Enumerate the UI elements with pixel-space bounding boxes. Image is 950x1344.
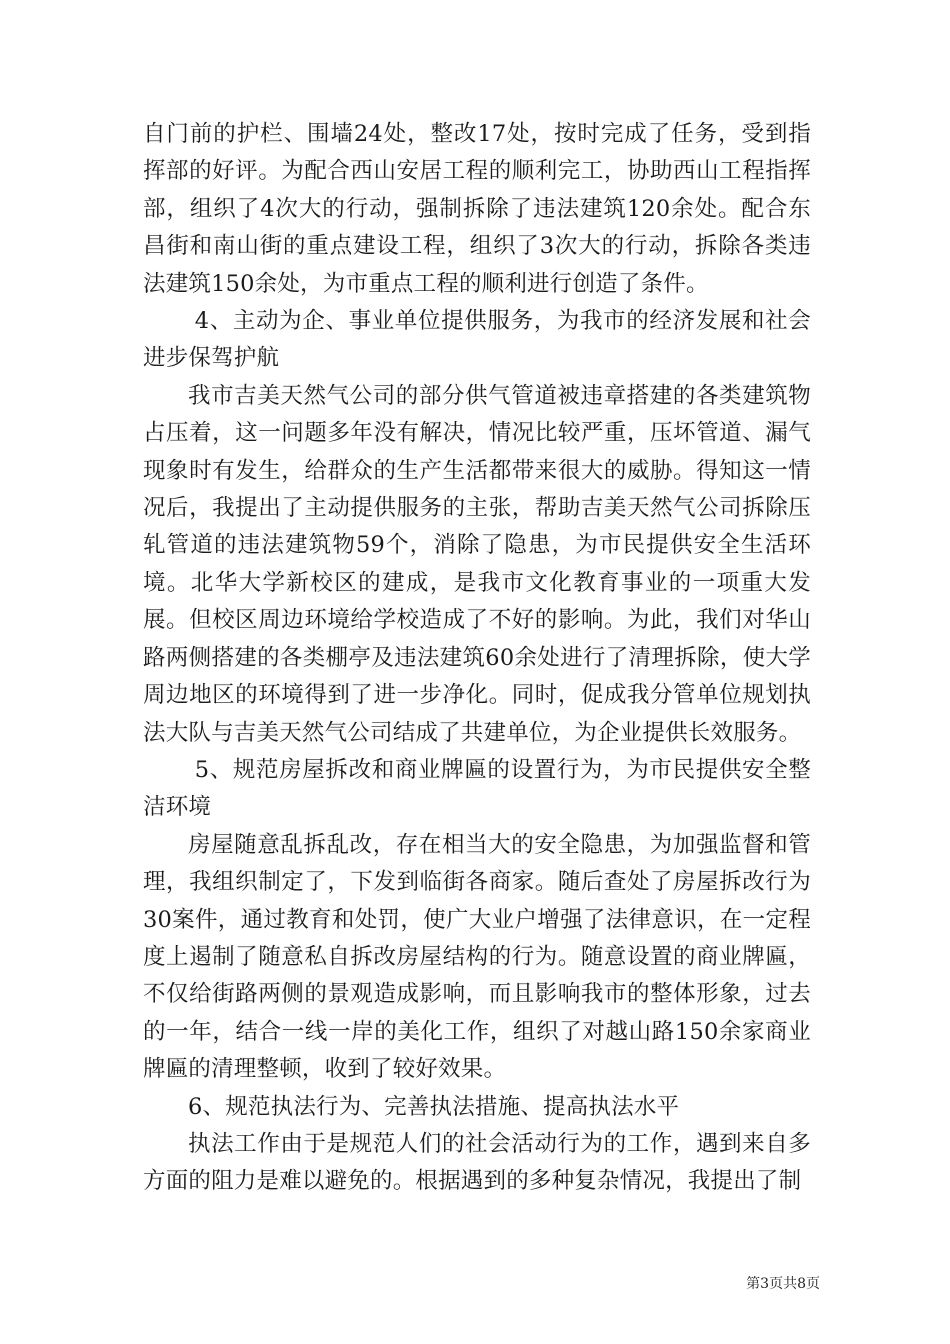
document-body	[143, 116, 811, 1201]
section-heading-5: 5、规范房屋拆改和商业牌匾的设置行为，为市民提供安全整洁环境	[143, 756, 811, 821]
section-heading-4: 4、主动为企、事业单位提供服务，为我市的经济发展和社会进步保驾护航	[143, 308, 811, 372]
section-heading-6: 6、规范执法行为、完善执法措施、提高执法水平	[188, 1093, 680, 1120]
page-number: 第3页共8页	[746, 1276, 820, 1292]
paragraph-continuation: 自门前的护栏、围墙24处，整改17处，按时完成了任务，受到指挥部的好评。为配合西山安居工程的顺利完工，协助西山工程指挥部，组织了4次大的行动，强制拆除了违法建筑120余处。配合东昌街和南山街的重点建设工程，组织了3次大的行动，拆除各类违法建筑150余处，为市重点工程的顺利进行创造了条件。	[143, 121, 811, 297]
paragraph-section-4: 我市吉美天然气公司的部分供气管道被违章搭建的各类建筑物占压着，这一问题多年没有解决，情况比较严重，压坏管道、漏气现象时有发生，给群众的生产生活都带来很大的威胁。得知这一情况后，我提出了主动提供服务的主张，帮助吉美天然气公司拆除压轧管道的违法建筑物59个，消除了隐患，为市民提供安全生活环境。北华大学新校区的建成，是我市文化教育事业的一项重大发展。但校区周边环境给学校造成了不好的影响。为此，我们对华山路两侧搭建的各类棚亭及违法建筑60余处进行了清理拆除，使大学周边地区的环境得到了进一步净化。同时，促成我分管单位规划执法大队与吉美天然气公司结成了共建单位，为企业提供长效服务。	[143, 382, 811, 746]
paragraph-section-5: 房屋随意乱拆乱改，存在相当大的安全隐患，为加强监督和管理，我组织制定了，下发到临街各商家。随后查处了房屋拆改行为30案件，通过教育和处罚，使广大业户增强了法律意识，在一定程度上遏制了随意私自拆改房屋结构的行为。随意设置的商业牌匾，不仅给街路两侧的景观造成影响，而且影响我市的整体形象，过去的一年，结合一线一岸的美化工作，组织了对越山路150余家商业牌匾的清理整顿，收到了较好效果。	[143, 831, 811, 1083]
paragraph-section-6: 执法工作由于是规范人们的社会活动行为的工作，遇到来自多方面的阻力是难以避免的。根据遇到的多种复杂情况，我提出了制	[143, 1130, 811, 1195]
